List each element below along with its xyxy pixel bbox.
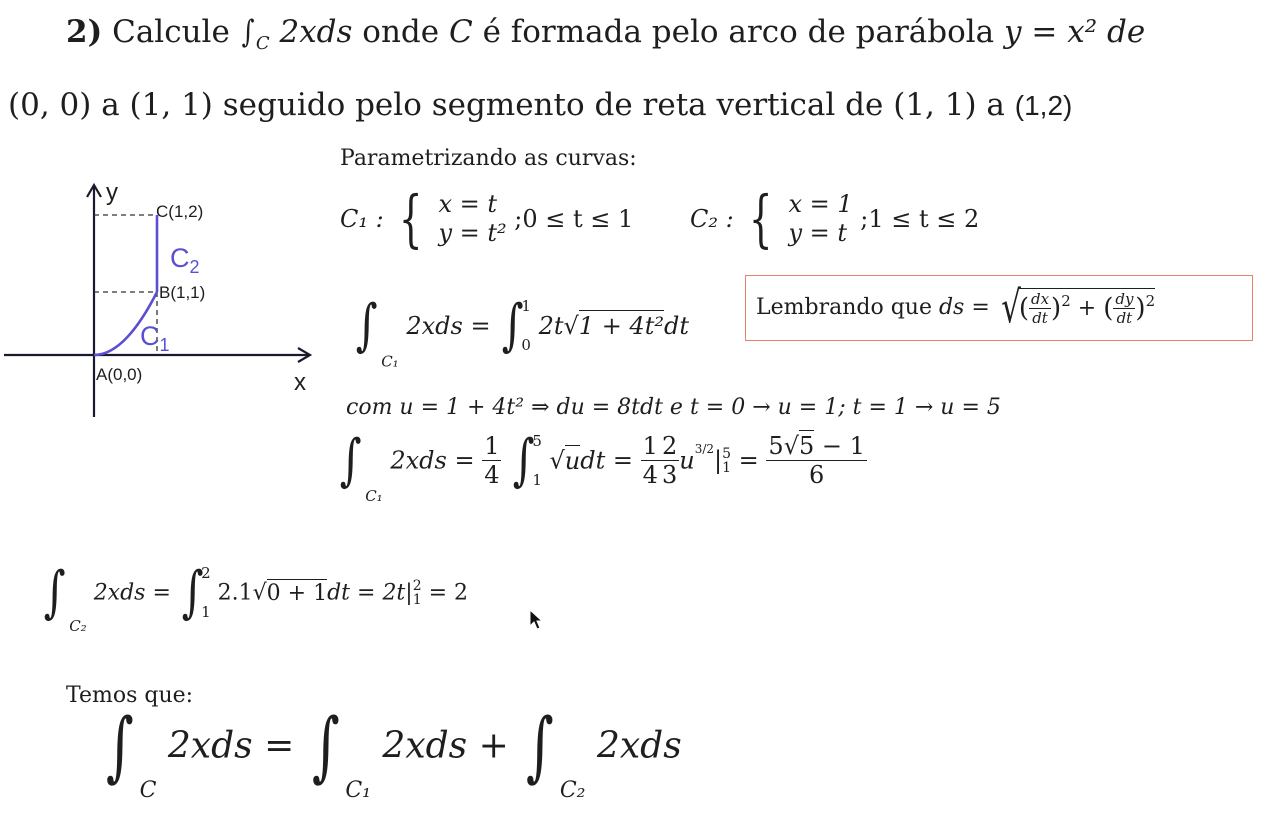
conclusion-equation: [100, 701, 682, 803]
y-label: y: [106, 179, 118, 206]
equation-c1-setup: $\int_{C_1}$ 2xds = ∫ 1 0 2t√1 + 4t²dt: [355, 293, 689, 371]
eq2-limits: 5 1: [532, 431, 542, 489]
problem-text: é formada pelo arco de parábola: [482, 14, 995, 50]
label-point-a: A(0,0): [96, 365, 143, 384]
eq2-integrand: 2xds =: [390, 446, 475, 475]
integral-symbol: ∫: [181, 560, 204, 625]
eq2-frac-quarter: $\frac{1}{4}$: [484, 432, 500, 489]
problem-line-2: [8, 87, 1072, 123]
integral-symbol: ∫: [339, 427, 362, 493]
integral-symbol: ∫: [512, 427, 535, 493]
reminder-sqrt-sign: √: [1000, 282, 1021, 333]
integral-symbol: ∫: [526, 701, 554, 790]
integral-symbol: ∫: [501, 293, 524, 358]
label-c2: $C_2$: [170, 243, 200, 277]
eq2-post: dt =: [580, 446, 634, 475]
c2-name: C₂ :: [690, 205, 734, 233]
conclusion-term1: 2xds =: [167, 725, 295, 767]
eq2-exp: 3/2: [694, 442, 714, 456]
integral-symbol: ∫: [241, 14, 255, 50]
param-heading: Parametrizando as curvas:: [340, 146, 637, 171]
equation-c1-result: $\int_{C_1}$ 2xds = $\frac{1}{4}$ ∫ 5 1 √udt = $\frac{1}{4}$ $\frac{2}{3}$ $u^{3/2}|$ 5 1 = $\frac{5√5 - 1}{6}$: [339, 427, 865, 505]
c1-y: y = t²: [438, 219, 507, 247]
integral-symbol: ∫: [105, 701, 134, 790]
param-c2: [690, 182, 980, 255]
mouse-cursor-icon: [529, 609, 545, 631]
point-c: (1,2): [1014, 90, 1073, 121]
label-point-b: B(1,1): [159, 283, 206, 302]
conclusion-sub-c1: C₁: [345, 778, 371, 803]
eq1-sub: C₁: [381, 352, 399, 371]
reminder-radicand: ( $\frac{dx}{dt}$ )$^2$ + ( $\frac{dy}{dt}$ )$^2$: [1018, 290, 1156, 327]
reminder-text: Lembrando que: [756, 295, 932, 320]
label-point-c: C(1,2): [156, 202, 204, 221]
point-b-2: (1, 1): [893, 87, 977, 123]
x-label: x: [294, 369, 306, 396]
integral-sub: C: [255, 33, 270, 55]
eq3-pre: 2.1: [217, 580, 253, 606]
conclusion-term2: 2xds +: [382, 725, 509, 767]
eq3-sub: C₂: [69, 617, 87, 635]
label-c1: $C_1$: [140, 321, 170, 355]
eq2-root: u: [564, 446, 581, 475]
c1-range: ;0 ≤ t ≤ 1: [514, 205, 634, 233]
equation-c2: $\int_{C_2}$ 2xds = ∫ 2 1 2.1√0 + 1dt = 2t| 2 1 = 2: [43, 560, 469, 635]
parabola-eq: y = x² de: [1004, 14, 1146, 50]
eq3-post: dt = 2t: [327, 580, 406, 606]
eq3-limits: 2 1: [201, 564, 211, 621]
problem-text-2: seguido pelo segmento de reta vertical de: [222, 87, 884, 123]
conclusion-term3: 2xds: [596, 725, 682, 767]
eq3-root: 0 + 1: [266, 580, 328, 606]
eq2-result: $\frac{5√5 - 1}{6}$: [768, 432, 865, 489]
c1-name: C₁ :: [340, 205, 384, 233]
a-word-1: a: [101, 87, 120, 123]
eq2-eq: =: [738, 446, 759, 475]
eq1-root: 1 + 4t²: [578, 312, 664, 340]
point-b: (1, 1): [129, 87, 213, 123]
frac-dxdt: $\frac{dx}{dt}$: [1030, 290, 1050, 327]
curve-graph: [0, 175, 330, 425]
eq2-u: u: [679, 446, 695, 475]
a-word-2: a: [986, 87, 1005, 123]
integrand: 2xds: [279, 14, 353, 50]
reminder-ds: ds =: [938, 295, 990, 320]
problem-number: 2): [66, 14, 103, 50]
substitution-line: com u = 1 + 4t² ⇒ du = 8tdt e t = 0 → u = 1; t = 1 → u = 5: [346, 395, 1001, 420]
eq3-eval: 2 1: [412, 578, 422, 608]
param-c1: [340, 182, 634, 255]
conclusion-sub-c2: C₂: [559, 778, 586, 803]
eq1-pre: 2t: [538, 312, 564, 340]
c2-brace: {: [749, 182, 773, 255]
conclusion-heading: Temos que:: [66, 683, 194, 708]
c1-system: [438, 190, 506, 248]
problem-line-1: [66, 14, 1145, 54]
reminder-box: [745, 275, 1253, 341]
eq3-result: = 2: [428, 580, 469, 606]
eq2-frac-2: $\frac{2}{3}$: [661, 432, 678, 489]
onde-word: onde: [362, 14, 440, 50]
eq1-limits: 1 0: [521, 297, 531, 354]
eq2-frac-1: $\frac{1}{4}$: [642, 432, 658, 489]
eq3-integrand: 2xds =: [93, 580, 171, 606]
frac-dydt: $\frac{dy}{dt}$: [1115, 290, 1134, 327]
conclusion-sub-c: C: [139, 778, 157, 803]
integral-symbol: ∫: [43, 560, 66, 625]
c2-range: ;1 ≤ t ≤ 2: [860, 205, 980, 233]
c1-x: x = t: [438, 190, 497, 219]
eq1-integrand: 2xds =: [406, 312, 491, 340]
eq2-sub: C₁: [365, 487, 383, 505]
integral-symbol: ∫: [311, 701, 340, 790]
eq2-eval: 5 1: [722, 445, 732, 476]
c2-system: [788, 190, 852, 248]
eq1-post: dt: [663, 312, 689, 340]
curve-C: C: [448, 14, 473, 50]
c2-y: y = t: [788, 219, 848, 247]
c2-x: x = 1: [788, 190, 853, 219]
point-origin: (0, 0): [8, 87, 92, 123]
integral-symbol: ∫: [355, 293, 378, 358]
calcule-word: Calcule: [112, 14, 230, 50]
c1-brace: {: [399, 182, 423, 255]
